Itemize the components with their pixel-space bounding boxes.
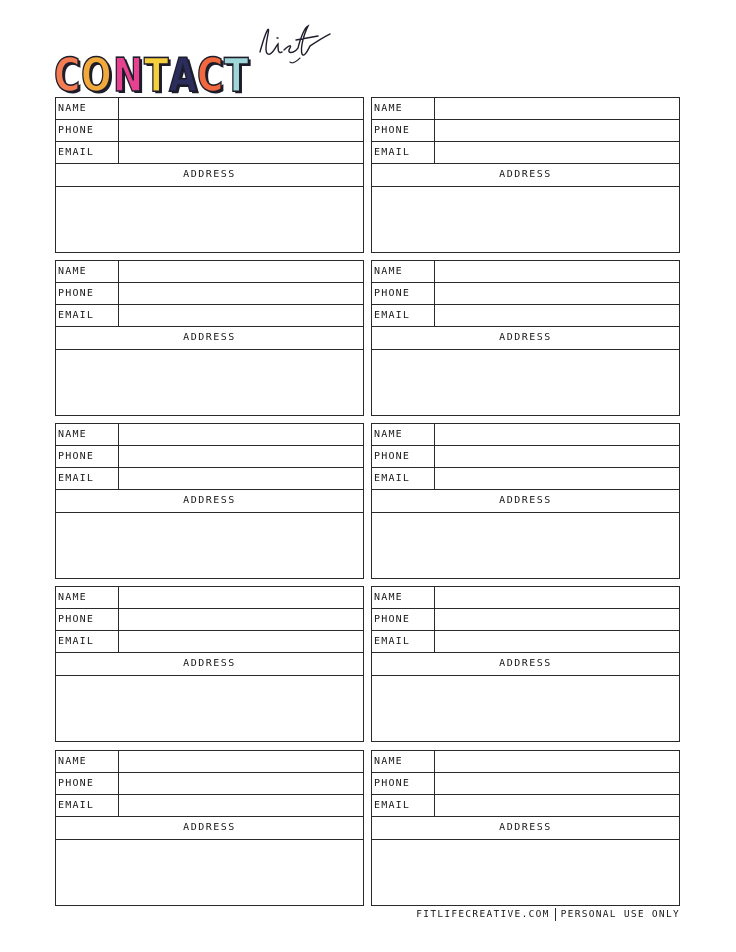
phone-row [372,283,679,305]
email-row [372,142,679,164]
name-field[interactable] [434,261,679,282]
email-row [56,631,363,653]
address-header [56,653,363,676]
name-field[interactable] [434,424,679,445]
contact-card [55,423,364,579]
name-row [56,587,363,609]
phone-label: PHONE [58,451,95,462]
name-row [372,261,679,283]
email-label: EMAIL [374,800,411,811]
page-title [54,44,249,102]
email-row [372,631,679,653]
phone-field[interactable] [434,609,679,630]
name-row [56,261,363,283]
address-header [56,164,363,187]
address-label: ADDRESS [183,658,236,669]
address-header [56,490,363,513]
email-field[interactable] [118,142,363,163]
email-label: EMAIL [58,636,95,647]
name-field[interactable] [118,261,363,282]
name-label: NAME [374,592,403,603]
phone-label: PHONE [58,125,95,136]
title-letters [54,48,249,102]
email-label: EMAIL [374,147,411,158]
email-label: EMAIL [58,310,95,321]
address-label: ADDRESS [183,495,236,506]
email-field[interactable] [434,305,679,326]
phone-row [56,120,363,142]
address-header [372,164,679,187]
address-label: ADDRESS [499,495,552,506]
contact-card [55,750,364,906]
phone-row [56,609,363,631]
name-row [56,751,363,773]
address-label: ADDRESS [499,169,552,180]
email-row [56,468,363,490]
phone-label: PHONE [58,778,95,789]
phone-row [372,773,679,795]
address-field[interactable] [56,350,363,415]
address-header [56,327,363,350]
address-label: ADDRESS [499,822,552,833]
phone-label: PHONE [374,288,411,299]
email-label: EMAIL [374,636,411,647]
email-field[interactable] [118,795,363,816]
footer-note: PERSONAL USE ONLY [560,909,680,920]
email-label: EMAIL [374,310,411,321]
email-row [56,142,363,164]
name-label: NAME [374,266,403,277]
name-row [372,751,679,773]
address-field[interactable] [372,840,679,905]
name-field[interactable] [118,587,363,608]
footer [416,908,680,921]
phone-field[interactable] [434,283,679,304]
address-field[interactable] [56,840,363,905]
address-field[interactable] [372,350,679,415]
address-field[interactable] [372,513,679,578]
contact-card [371,750,680,906]
phone-field[interactable] [118,773,363,794]
address-field[interactable] [56,676,363,741]
address-label: ADDRESS [183,169,236,180]
name-field[interactable] [118,424,363,445]
name-row [56,424,363,446]
email-field[interactable] [434,795,679,816]
title-letter: T [224,48,249,102]
address-label: ADDRESS [499,332,552,343]
email-row [372,305,679,327]
email-label: EMAIL [374,473,411,484]
address-header [372,327,679,350]
name-label: NAME [374,429,403,440]
contact-card [55,586,364,742]
phone-field[interactable] [118,446,363,467]
title-letter: C [197,48,224,102]
email-label: EMAIL [58,473,95,484]
name-label: NAME [374,756,403,767]
name-label: NAME [58,592,87,603]
address-label: ADDRESS [183,822,236,833]
phone-row [372,120,679,142]
phone-row [372,609,679,631]
phone-field[interactable] [118,609,363,630]
list-script-logo [256,20,342,64]
address-header [372,490,679,513]
phone-row [372,446,679,468]
name-label: NAME [374,103,403,114]
email-field[interactable] [118,468,363,489]
contact-card [371,260,680,416]
phone-field[interactable] [434,446,679,467]
title-letter: C [54,48,81,102]
phone-label: PHONE [374,451,411,462]
title-letter: O [80,48,112,102]
contact-card [55,97,364,253]
email-row [372,795,679,817]
name-label: NAME [58,756,87,767]
phone-label: PHONE [58,614,95,625]
phone-label: PHONE [374,778,411,789]
email-row [56,305,363,327]
phone-label: PHONE [58,288,95,299]
email-row [56,795,363,817]
title-letter: N [112,48,143,102]
footer-divider [555,908,556,921]
phone-row [56,283,363,305]
phone-label: PHONE [374,614,411,625]
email-field[interactable] [118,305,363,326]
name-row [56,98,363,120]
email-field[interactable] [118,631,363,652]
address-header [56,817,363,840]
email-field[interactable] [434,142,679,163]
name-label: NAME [58,103,87,114]
address-field[interactable] [56,513,363,578]
address-header [372,653,679,676]
name-label: NAME [58,429,87,440]
email-label: EMAIL [58,800,95,811]
name-field[interactable] [118,751,363,772]
phone-field[interactable] [434,773,679,794]
name-row [372,98,679,120]
phone-label: PHONE [374,125,411,136]
contact-card [55,260,364,416]
contact-card [371,97,680,253]
phone-row [56,773,363,795]
email-field[interactable] [434,631,679,652]
name-label: NAME [58,266,87,277]
contact-card [371,586,680,742]
footer-site: FITLIFECREATIVE.COM [416,909,550,920]
phone-field[interactable] [118,120,363,141]
title-letter: T [144,48,169,102]
address-field[interactable] [372,676,679,741]
address-field[interactable] [372,187,679,252]
name-field[interactable] [118,98,363,119]
title-script [256,20,342,64]
email-row [372,468,679,490]
address-label: ADDRESS [499,658,552,669]
contact-card [371,423,680,579]
name-row [372,424,679,446]
name-row [372,587,679,609]
name-field[interactable] [434,751,679,772]
address-label: ADDRESS [183,332,236,343]
address-field[interactable] [56,187,363,252]
address-header [372,817,679,840]
email-label: EMAIL [58,147,95,158]
phone-row [56,446,363,468]
name-field[interactable] [434,98,679,119]
phone-field[interactable] [118,283,363,304]
phone-field[interactable] [434,120,679,141]
name-field[interactable] [434,587,679,608]
title-letter: A [168,48,197,102]
email-field[interactable] [434,468,679,489]
